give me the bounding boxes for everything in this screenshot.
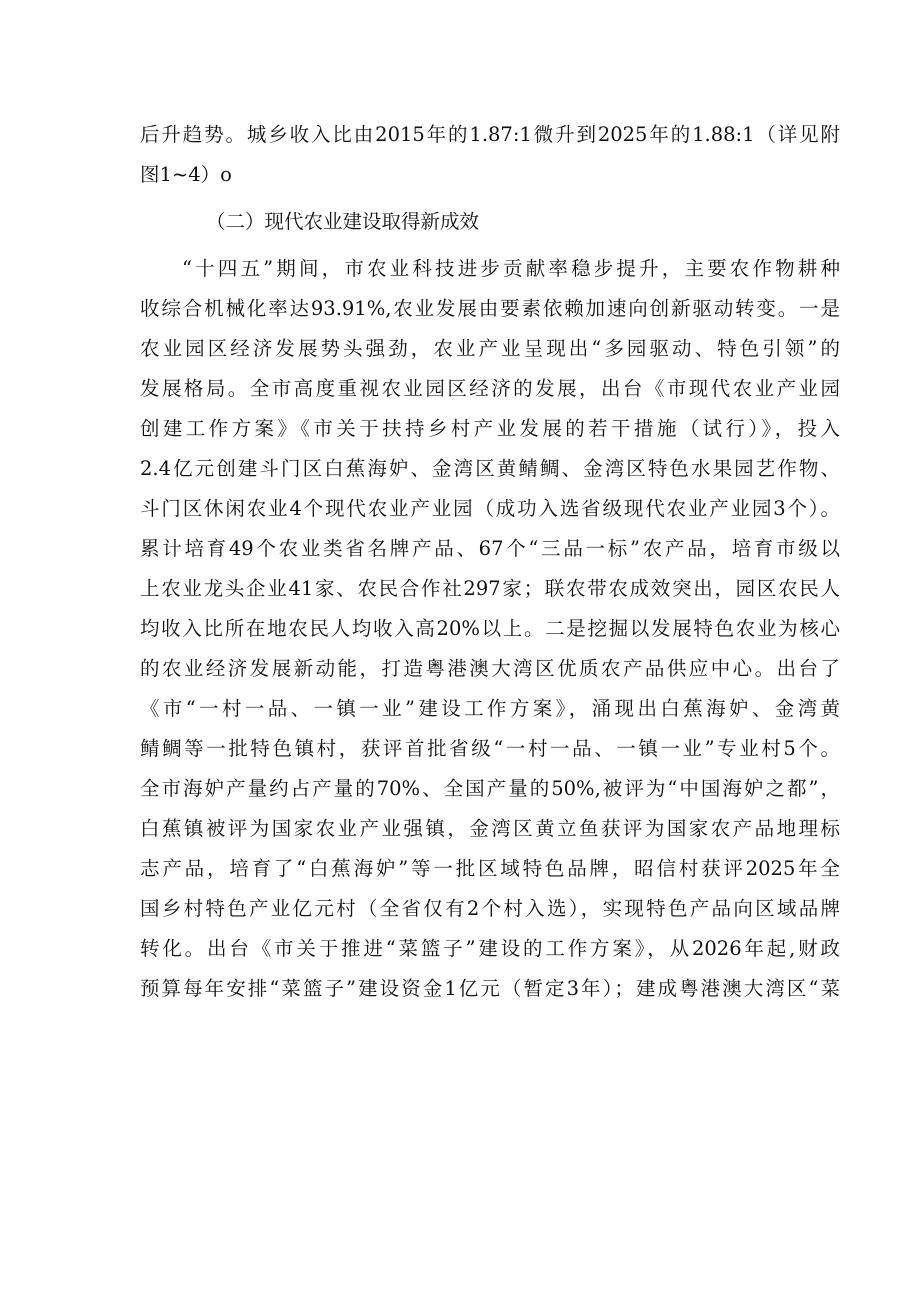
body-line: 后升趋势。城乡收入比由2015年的1.87:1微升到2025年的1.88:1（详见附 xyxy=(140,123,840,146)
body-line: 白蕉镇被评为国家农业产业强镇，金湾区黄立鱼获评为国家农产品地理标 xyxy=(140,817,840,840)
body-line: 的农业经济发展新动能，打造粤港澳大湾区优质农产品供应中心。出台了 xyxy=(140,657,840,680)
body-line: 2.4亿元创建斗门区白蕉海妒、金湾区黄鲭鲷、金湾区特色水果园艺作物、 xyxy=(140,457,840,480)
body-line: 发展格局。全市高度重视农业园区经济的发展，出台《市现代农业产业园 xyxy=(140,377,840,400)
body-line: 农业园区经济发展势头强劲，农业产业呈现出“多园驱动、特色引领”的 xyxy=(140,337,840,360)
body-line: 全市海妒产量约占产量的70%、全国产量的50%,被评为“中国海妒之都”， xyxy=(140,777,840,800)
body-line: 均收入比所在地农民人均收入高20%以上。二是挖掘以发展特色农业为核心 xyxy=(140,617,840,640)
body-line: 斗门区休闲农业4个现代农业产业园（成功入选省级现代农业产业园3个）。 xyxy=(140,497,840,520)
body-line: 图1~4）o xyxy=(140,163,232,186)
body-line: 上农业龙头企业41家、农民合作社297家；联农带农成效突出，园区农民人 xyxy=(140,577,840,600)
body-line: 志产品，培育了“白蕉海妒”等一批区域特色品牌，昭信村获评2025年全 xyxy=(140,857,840,880)
body-line: 创建工作方案》《市关于扶持乡村产业发展的若干措施（试行）》，投入 xyxy=(140,417,840,440)
section-heading: （二）现代农业建设取得新成效 xyxy=(206,210,480,233)
body-line: 累计培育49个农业类省名牌产品、67个“三品一标”农产品，培育市级以 xyxy=(140,537,840,560)
body-line: 国乡村特色产业亿元村（全省仅有2个村入选），实现特色产品向区域品牌 xyxy=(140,897,840,920)
document-body xyxy=(140,115,840,1009)
body-line: 鲭鲷等一批特色镇村，获评首批省级“一村一品、一镇一业”专业村5个。 xyxy=(140,737,840,760)
body-line: 预算每年安排“菜篮子”建设资金1亿元（暂定3年）；建成粤港澳大湾区“菜 xyxy=(140,977,840,1000)
paragraph-first-line: “十四五”期间，市农业科技进步贡献率稳步提升，主要农作物耕种 xyxy=(182,257,840,280)
body-line: 《市“一村一品、一镇一业”建设工作方案》，涌现出白蕉海妒、金湾黄 xyxy=(140,697,840,720)
body-line: 收综合机械化率达93.91%,农业发展由要素依赖加速向创新驱动转变。一是 xyxy=(140,297,840,320)
body-line: 转化。出台《市关于推进“菜篮子”建设的工作方案》，从2026年起,财政 xyxy=(140,937,840,960)
